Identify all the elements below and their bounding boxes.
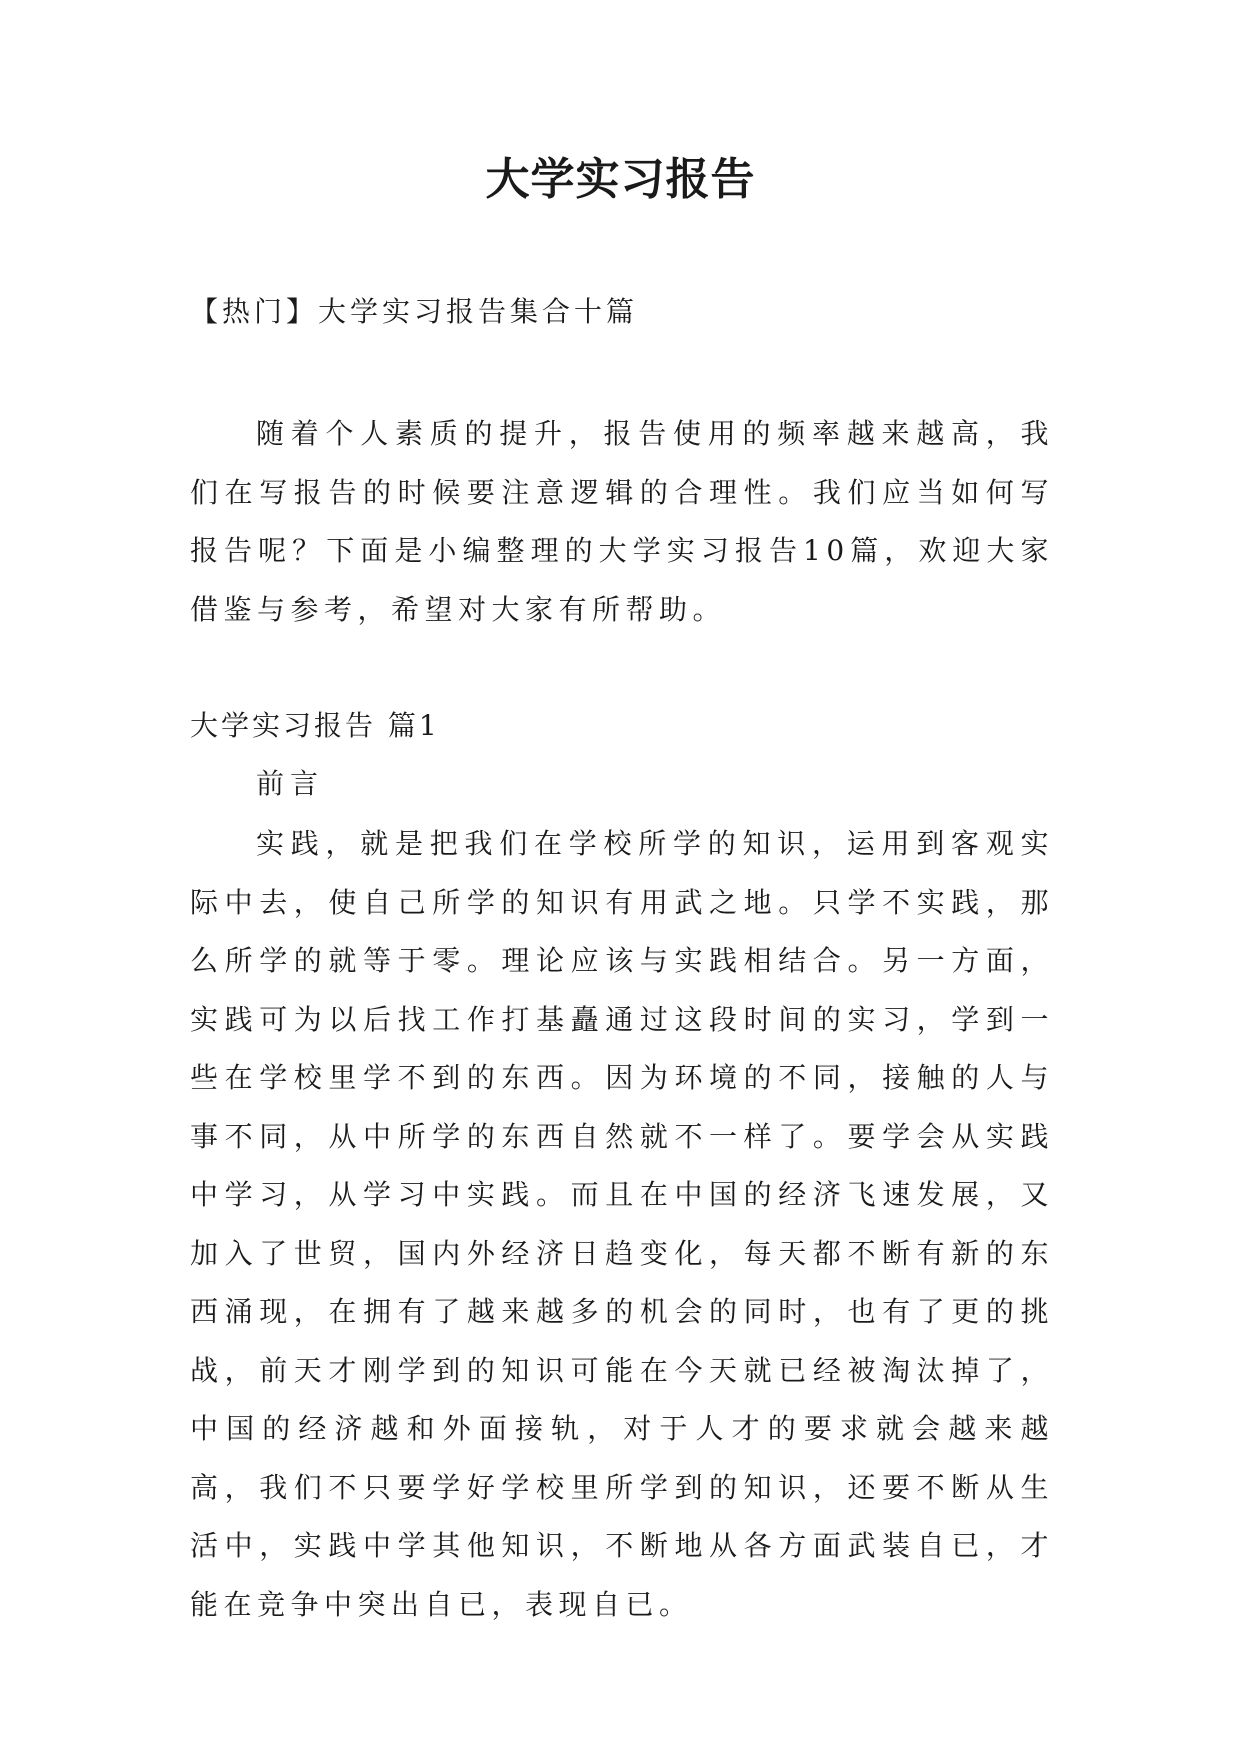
document-subtitle: 【热门】大学实习报告集合十篇 — [190, 295, 639, 328]
section-heading: 大学实习报告 篇1 — [190, 709, 440, 742]
document-title: 大学实习报告 — [485, 154, 756, 205]
intro-paragraph: 随着个人素质的提升，报告使用的频率越来越高，我们在写报告的时候要注意逻辑的合理性。我们应当如何写报告呢？下面是小编整理的大学实习报告10篇，欢迎大家借鉴与参考，希望对大家有所帮助。 — [190, 417, 1054, 626]
body-paragraph: 实践，就是把我们在学校所学的知识，运用到客观实际中去，使自己所学的知识有用武之地。只学不实践，那么所学的就等于零。理论应该与实践相结合。另一方面，实践可为以后找工作打基矗通过这段时间的实习，学到一些在学校里学不到的东西。因为环境的不同，接触的人与事不同，从中所学的东西自然就不一样了。要学会从实践中学习，从学习中实践。而且在中国的经济飞速发展，又加入了世贸，国内外经济日趋变化，每天都不断有新的东西涌现，在拥有了越来越多的机会的同时，也有了更的挑战，前天才刚学到的知识可能在今天就已经被淘汰掉了，中国的经济越和外面接轨，对于人才的要求就会越来越高，我们不只要学好学校里所学到的知识，还要不断从生活中，实践中学其他知识，不断地从各方面武装自已，才能在竞争中突出自已，表现自已。 — [190, 827, 1054, 1621]
preface-label: 前言 — [256, 767, 325, 800]
